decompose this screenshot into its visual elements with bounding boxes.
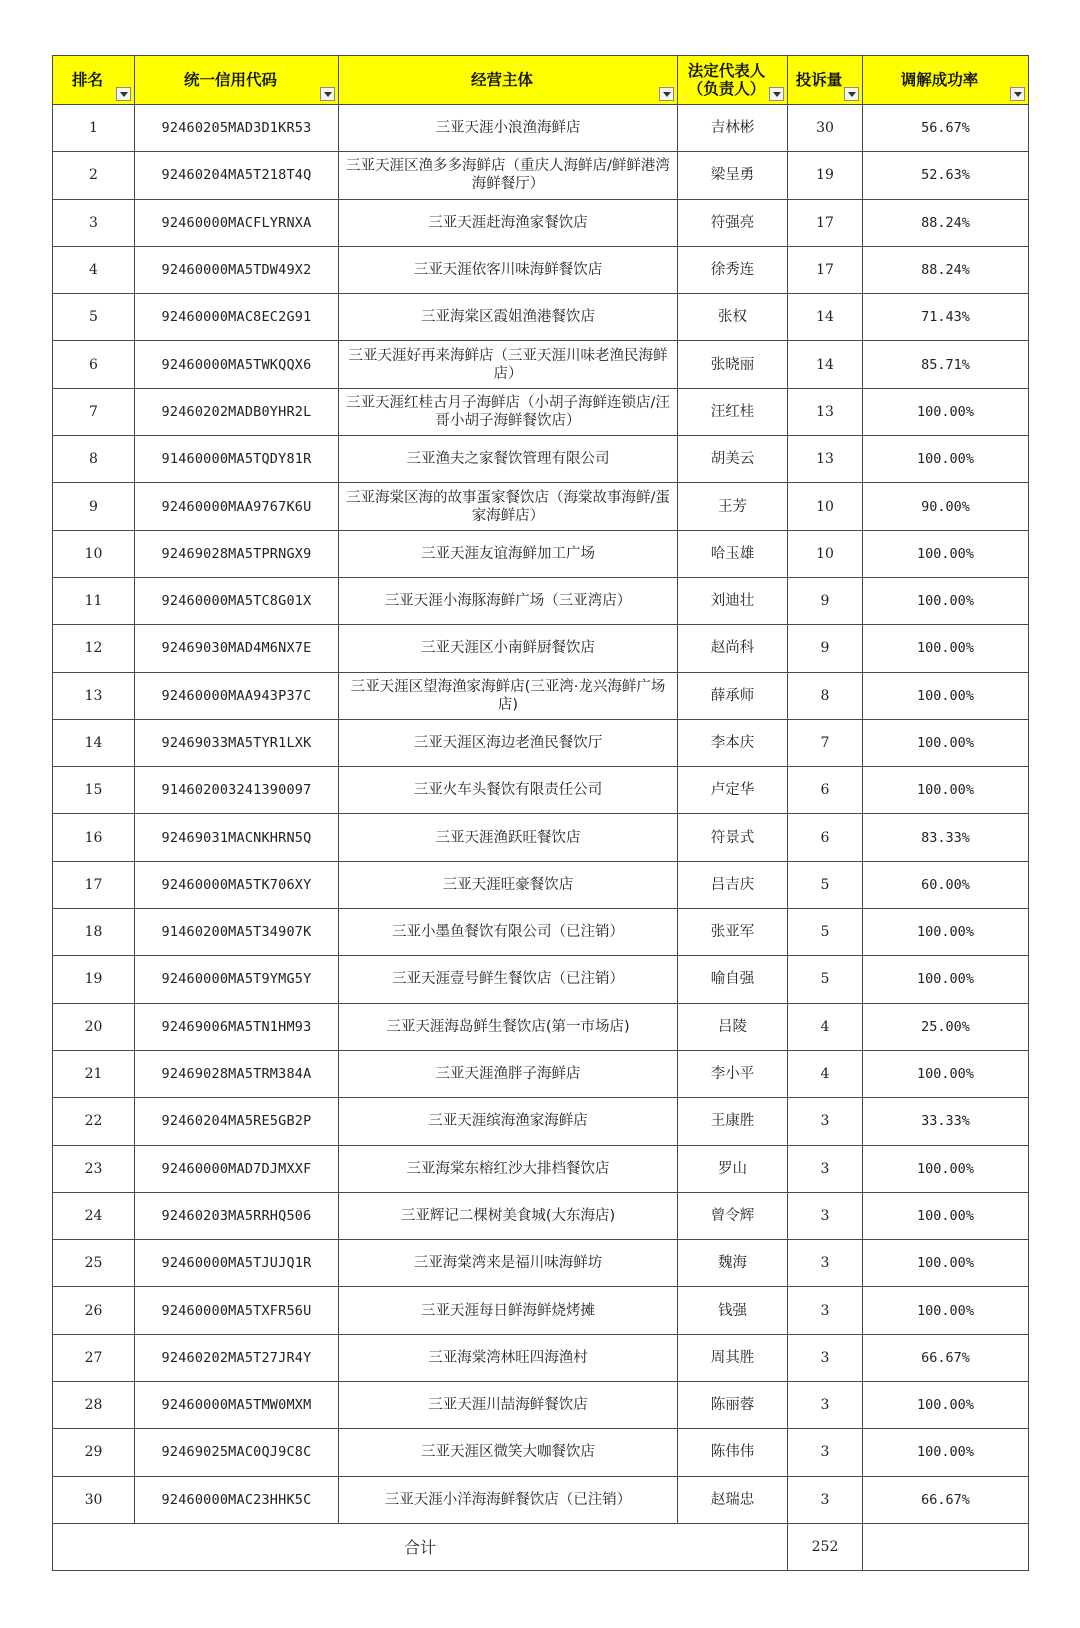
cell-complaints: 3 — [788, 1098, 863, 1145]
table-row — [53, 1003, 1029, 1050]
cell-entity: 三亚天涯区海边老渔民餐饮厅 — [339, 719, 678, 766]
header-complaints-label: 投诉量 — [795, 71, 843, 89]
cell-credit-code: 92460202MADB0YHR2L — [135, 388, 339, 435]
table-row — [53, 1098, 1029, 1145]
cell-entity: 三亚海棠湾来是福川味海鲜坊 — [339, 1240, 678, 1287]
cell-representative: 哈玉雄 — [678, 530, 788, 577]
cell-entity: 三亚火车头餐饮有限责任公司 — [339, 767, 678, 814]
cell-credit-code: 92460203MA5RRHQ506 — [135, 1192, 339, 1239]
cell-success-rate: 100.00% — [863, 577, 1029, 624]
cell-rank: 25 — [53, 1240, 135, 1287]
cell-rank: 4 — [53, 246, 135, 293]
cell-success-rate: 100.00% — [863, 1429, 1029, 1476]
cell-success-rate: 100.00% — [863, 719, 1029, 766]
cell-complaints: 3 — [788, 1287, 863, 1334]
cell-rank: 29 — [53, 1429, 135, 1476]
cell-rank: 3 — [53, 199, 135, 246]
table-row — [53, 1476, 1029, 1523]
cell-success-rate: 100.00% — [863, 1287, 1029, 1334]
cell-complaints: 3 — [788, 1476, 863, 1523]
cell-credit-code: 92460000MA5T9YMG5Y — [135, 956, 339, 1003]
cell-rank: 8 — [53, 436, 135, 483]
header-entity — [339, 56, 678, 105]
table-row — [53, 246, 1029, 293]
cell-rank: 22 — [53, 1098, 135, 1145]
filter-dropdown-icon[interactable] — [1010, 87, 1025, 101]
table-row — [53, 436, 1029, 483]
cell-credit-code: 92460000MAA9767K6U — [135, 483, 339, 530]
cell-entity: 三亚天涯缤海渔家海鲜店 — [339, 1098, 678, 1145]
cell-entity: 三亚天涯小洋海海鲜餐饮店（已注销） — [339, 1476, 678, 1523]
cell-complaints: 7 — [788, 719, 863, 766]
cell-success-rate: 88.24% — [863, 199, 1029, 246]
table-row — [53, 388, 1029, 435]
cell-entity: 三亚天涯海岛鲜生餐饮店(第一市场店) — [339, 1003, 678, 1050]
table-row — [53, 861, 1029, 908]
cell-representative: 张晓丽 — [678, 341, 788, 388]
header-rank-label: 排名 — [71, 71, 103, 89]
cell-success-rate: 100.00% — [863, 909, 1029, 956]
cell-entity: 三亚海棠区海的故事蛋家餐饮店（海棠故事海鲜/蛋家海鲜店） — [339, 483, 678, 530]
cell-representative: 吕陵 — [678, 1003, 788, 1050]
cell-success-rate: 90.00% — [863, 483, 1029, 530]
cell-complaints: 5 — [788, 956, 863, 1003]
cell-complaints: 3 — [788, 1240, 863, 1287]
cell-complaints: 13 — [788, 436, 863, 483]
cell-representative: 喻自强 — [678, 956, 788, 1003]
cell-credit-code: 92460000MAC23HHK5C — [135, 1476, 339, 1523]
cell-success-rate: 100.00% — [863, 436, 1029, 483]
cell-credit-code: 92469033MA5TYR1LXK — [135, 719, 339, 766]
cell-credit-code: 92469025MAC0QJ9C8C — [135, 1429, 339, 1476]
cell-representative: 赵尚科 — [678, 625, 788, 672]
header-rep-line1: 法定代表人 — [687, 62, 766, 80]
cell-rank: 10 — [53, 530, 135, 577]
cell-entity: 三亚天涯川喆海鲜餐饮店 — [339, 1382, 678, 1429]
table-row — [53, 483, 1029, 530]
cell-representative: 陈伟伟 — [678, 1429, 788, 1476]
table-row — [53, 1145, 1029, 1192]
cell-entity: 三亚天涯赶海渔家餐饮店 — [339, 199, 678, 246]
cell-representative: 罗山 — [678, 1145, 788, 1192]
cell-entity: 三亚天涯渔胖子海鲜店 — [339, 1050, 678, 1097]
cell-success-rate: 100.00% — [863, 1050, 1029, 1097]
cell-credit-code: 91460200MA5T34907K — [135, 909, 339, 956]
cell-success-rate: 100.00% — [863, 388, 1029, 435]
header-representative — [678, 56, 788, 105]
cell-success-rate: 100.00% — [863, 625, 1029, 672]
cell-rank: 1 — [53, 105, 135, 152]
cell-representative: 符景式 — [678, 814, 788, 861]
cell-complaints: 5 — [788, 861, 863, 908]
cell-success-rate: 100.00% — [863, 1192, 1029, 1239]
table-row — [53, 1287, 1029, 1334]
cell-success-rate: 100.00% — [863, 956, 1029, 1003]
cell-rank: 23 — [53, 1145, 135, 1192]
table-row — [53, 152, 1029, 199]
total-row — [53, 1523, 1029, 1570]
cell-success-rate: 100.00% — [863, 1240, 1029, 1287]
cell-rank: 16 — [53, 814, 135, 861]
table-row — [53, 625, 1029, 672]
table-body — [53, 105, 1029, 1524]
table-row — [53, 767, 1029, 814]
filter-dropdown-icon[interactable] — [320, 87, 335, 101]
cell-complaints: 14 — [788, 294, 863, 341]
table-row — [53, 530, 1029, 577]
cell-complaints: 4 — [788, 1003, 863, 1050]
cell-representative: 周其胜 — [678, 1334, 788, 1381]
cell-success-rate: 100.00% — [863, 1145, 1029, 1192]
cell-rank: 13 — [53, 672, 135, 719]
cell-success-rate: 100.00% — [863, 530, 1029, 577]
cell-success-rate: 33.33% — [863, 1098, 1029, 1145]
cell-entity: 三亚天涯友谊海鲜加工广场 — [339, 530, 678, 577]
cell-credit-code: 92460000MA5TJUJQ1R — [135, 1240, 339, 1287]
cell-complaints: 3 — [788, 1429, 863, 1476]
cell-entity: 三亚海棠湾林旺四海渔村 — [339, 1334, 678, 1381]
cell-success-rate: 71.43% — [863, 294, 1029, 341]
cell-representative: 梁呈勇 — [678, 152, 788, 199]
cell-entity: 三亚天涯渔跃旺餐饮店 — [339, 814, 678, 861]
cell-rank: 5 — [53, 294, 135, 341]
cell-entity: 三亚天涯壹号鲜生餐饮店（已注销） — [339, 956, 678, 1003]
cell-representative: 刘迪壮 — [678, 577, 788, 624]
table-row — [53, 814, 1029, 861]
table-row — [53, 1050, 1029, 1097]
filter-dropdown-icon[interactable] — [116, 87, 131, 101]
cell-representative: 胡美云 — [678, 436, 788, 483]
complaint-ranking-table — [52, 55, 1029, 1571]
cell-credit-code: 92460204MA5RE5GB2P — [135, 1098, 339, 1145]
cell-entity: 三亚海棠区霞姐渔港餐饮店 — [339, 294, 678, 341]
cell-rank: 12 — [53, 625, 135, 672]
cell-complaints: 13 — [788, 388, 863, 435]
table-row — [53, 909, 1029, 956]
cell-representative: 李小平 — [678, 1050, 788, 1097]
filter-dropdown-icon[interactable] — [659, 87, 674, 101]
cell-success-rate: 60.00% — [863, 861, 1029, 908]
cell-credit-code: 92460000MAC8EC2G91 — [135, 294, 339, 341]
header-rate-label: 调解成功率 — [900, 71, 979, 89]
cell-representative: 张亚军 — [678, 909, 788, 956]
cell-rank: 18 — [53, 909, 135, 956]
cell-success-rate: 25.00% — [863, 1003, 1029, 1050]
cell-credit-code: 91460000MA5TQDY81R — [135, 436, 339, 483]
cell-credit-code: 914602003241390097 — [135, 767, 339, 814]
cell-success-rate: 100.00% — [863, 767, 1029, 814]
cell-credit-code: 92460000MA5TMW0MXM — [135, 1382, 339, 1429]
cell-complaints: 6 — [788, 767, 863, 814]
cell-rank: 17 — [53, 861, 135, 908]
cell-rank: 14 — [53, 719, 135, 766]
cell-credit-code: 92460000MA5TDW49X2 — [135, 246, 339, 293]
cell-rank: 24 — [53, 1192, 135, 1239]
cell-success-rate: 56.67% — [863, 105, 1029, 152]
cell-entity: 三亚天涯区微笑大咖餐饮店 — [339, 1429, 678, 1476]
header-row — [53, 56, 1029, 105]
cell-credit-code: 92460000MAA943P37C — [135, 672, 339, 719]
cell-success-rate: 83.33% — [863, 814, 1029, 861]
cell-complaints: 6 — [788, 814, 863, 861]
cell-rank: 28 — [53, 1382, 135, 1429]
cell-representative: 王康胜 — [678, 1098, 788, 1145]
cell-success-rate: 88.24% — [863, 246, 1029, 293]
cell-credit-code: 92460000MA5TK706XY — [135, 861, 339, 908]
cell-rank: 21 — [53, 1050, 135, 1097]
header-complaints — [788, 56, 863, 105]
cell-representative: 卢定华 — [678, 767, 788, 814]
cell-complaints: 10 — [788, 530, 863, 577]
cell-complaints: 19 — [788, 152, 863, 199]
cell-entity: 三亚天涯区望海渔家海鲜店(三亚湾·龙兴海鲜广场店) — [339, 672, 678, 719]
cell-representative: 符强亮 — [678, 199, 788, 246]
cell-entity: 三亚渔夫之家餐饮管理有限公司 — [339, 436, 678, 483]
cell-rank: 26 — [53, 1287, 135, 1334]
cell-entity: 三亚天涯小海豚海鲜广场（三亚湾店） — [339, 577, 678, 624]
filter-dropdown-icon[interactable] — [769, 87, 784, 101]
cell-rank: 11 — [53, 577, 135, 624]
cell-representative: 吉林彬 — [678, 105, 788, 152]
table-row — [53, 1192, 1029, 1239]
header-code — [135, 56, 339, 105]
cell-representative: 李本庆 — [678, 719, 788, 766]
cell-credit-code: 92460000MA5TWKQQX6 — [135, 341, 339, 388]
header-code-label: 统一信用代码 — [183, 71, 277, 89]
cell-entity: 三亚天涯旺豪餐饮店 — [339, 861, 678, 908]
cell-complaints: 3 — [788, 1334, 863, 1381]
cell-rank: 7 — [53, 388, 135, 435]
cell-entity: 三亚天涯区小南鲜厨餐饮店 — [339, 625, 678, 672]
cell-entity: 三亚天涯小浪渔海鲜店 — [339, 105, 678, 152]
cell-complaints: 8 — [788, 672, 863, 719]
cell-success-rate: 85.71% — [863, 341, 1029, 388]
cell-rank: 6 — [53, 341, 135, 388]
cell-success-rate: 100.00% — [863, 1382, 1029, 1429]
cell-credit-code: 92460202MA5T27JR4Y — [135, 1334, 339, 1381]
table-row — [53, 672, 1029, 719]
table-row — [53, 294, 1029, 341]
cell-representative: 王芳 — [678, 483, 788, 530]
cell-complaints: 10 — [788, 483, 863, 530]
cell-rank: 27 — [53, 1334, 135, 1381]
header-rate — [863, 56, 1029, 105]
table-row — [53, 1382, 1029, 1429]
filter-dropdown-icon[interactable] — [844, 87, 859, 101]
cell-representative: 赵瑞忠 — [678, 1476, 788, 1523]
cell-representative: 陈丽蓉 — [678, 1382, 788, 1429]
cell-representative: 薛承师 — [678, 672, 788, 719]
cell-credit-code: 92469006MA5TN1HM93 — [135, 1003, 339, 1050]
table-row — [53, 199, 1029, 246]
cell-complaints: 17 — [788, 199, 863, 246]
cell-credit-code: 92460000MACFLYRNXA — [135, 199, 339, 246]
cell-credit-code: 92469030MAD4M6NX7E — [135, 625, 339, 672]
total-label: 合计 — [53, 1523, 788, 1570]
total-complaints: 252 — [788, 1523, 863, 1570]
header-entity-label: 经营主体 — [470, 71, 533, 89]
cell-entity: 三亚天涯依客川味海鲜餐饮店 — [339, 246, 678, 293]
cell-representative: 曾令辉 — [678, 1192, 788, 1239]
cell-rank: 19 — [53, 956, 135, 1003]
cell-complaints: 3 — [788, 1145, 863, 1192]
cell-complaints: 9 — [788, 577, 863, 624]
table-row — [53, 956, 1029, 1003]
cell-complaints: 9 — [788, 625, 863, 672]
table-row — [53, 341, 1029, 388]
cell-entity: 三亚海棠东榕红沙大排档餐饮店 — [339, 1145, 678, 1192]
cell-rank: 30 — [53, 1476, 135, 1523]
cell-success-rate: 52.63% — [863, 152, 1029, 199]
cell-entity: 三亚小墨鱼餐饮有限公司（已注销） — [339, 909, 678, 956]
table-row — [53, 105, 1029, 152]
cell-representative: 徐秀连 — [678, 246, 788, 293]
cell-entity: 三亚天涯红桂古月子海鲜店（小胡子海鲜连锁店/汪哥小胡子海鲜餐饮店） — [339, 388, 678, 435]
cell-complaints: 14 — [788, 341, 863, 388]
table-row — [53, 1334, 1029, 1381]
cell-complaints: 3 — [788, 1192, 863, 1239]
table-row — [53, 577, 1029, 624]
cell-credit-code: 92460000MAD7DJMXXF — [135, 1145, 339, 1192]
cell-complaints: 5 — [788, 909, 863, 956]
cell-credit-code: 92469031MACNKHRN5Q — [135, 814, 339, 861]
header-rep-line2: （负责人） — [687, 80, 766, 98]
cell-rank: 2 — [53, 152, 135, 199]
cell-entity: 三亚天涯区渔多多海鲜店（重庆人海鲜店/鲜鲜港湾海鲜餐厅） — [339, 152, 678, 199]
cell-credit-code: 92460204MA5T218T4Q — [135, 152, 339, 199]
cell-entity: 三亚天涯好再来海鲜店（三亚天涯川味老渔民海鲜店） — [339, 341, 678, 388]
cell-complaints: 17 — [788, 246, 863, 293]
cell-success-rate: 66.67% — [863, 1476, 1029, 1523]
cell-rank: 20 — [53, 1003, 135, 1050]
cell-success-rate: 66.67% — [863, 1334, 1029, 1381]
cell-complaints: 30 — [788, 105, 863, 152]
cell-entity: 三亚天涯每日鲜海鲜烧烤摊 — [339, 1287, 678, 1334]
table-row — [53, 1240, 1029, 1287]
cell-representative: 张权 — [678, 294, 788, 341]
cell-success-rate: 100.00% — [863, 672, 1029, 719]
cell-complaints: 3 — [788, 1382, 863, 1429]
cell-credit-code: 92469028MA5TRM384A — [135, 1050, 339, 1097]
table-row — [53, 1429, 1029, 1476]
cell-credit-code: 92469028MA5TPRNGX9 — [135, 530, 339, 577]
cell-rank: 15 — [53, 767, 135, 814]
cell-representative: 汪红桂 — [678, 388, 788, 435]
cell-complaints: 4 — [788, 1050, 863, 1097]
cell-entity: 三亚辉记二棵树美食城(大东海店) — [339, 1192, 678, 1239]
cell-representative: 钱强 — [678, 1287, 788, 1334]
cell-representative: 魏海 — [678, 1240, 788, 1287]
header-rank — [53, 56, 135, 105]
table-row — [53, 719, 1029, 766]
cell-credit-code: 92460000MA5TC8G01X — [135, 577, 339, 624]
total-rate-empty — [863, 1523, 1029, 1570]
cell-credit-code: 92460205MAD3D1KR53 — [135, 105, 339, 152]
cell-rank: 9 — [53, 483, 135, 530]
cell-representative: 吕吉庆 — [678, 861, 788, 908]
cell-credit-code: 92460000MA5TXFR56U — [135, 1287, 339, 1334]
